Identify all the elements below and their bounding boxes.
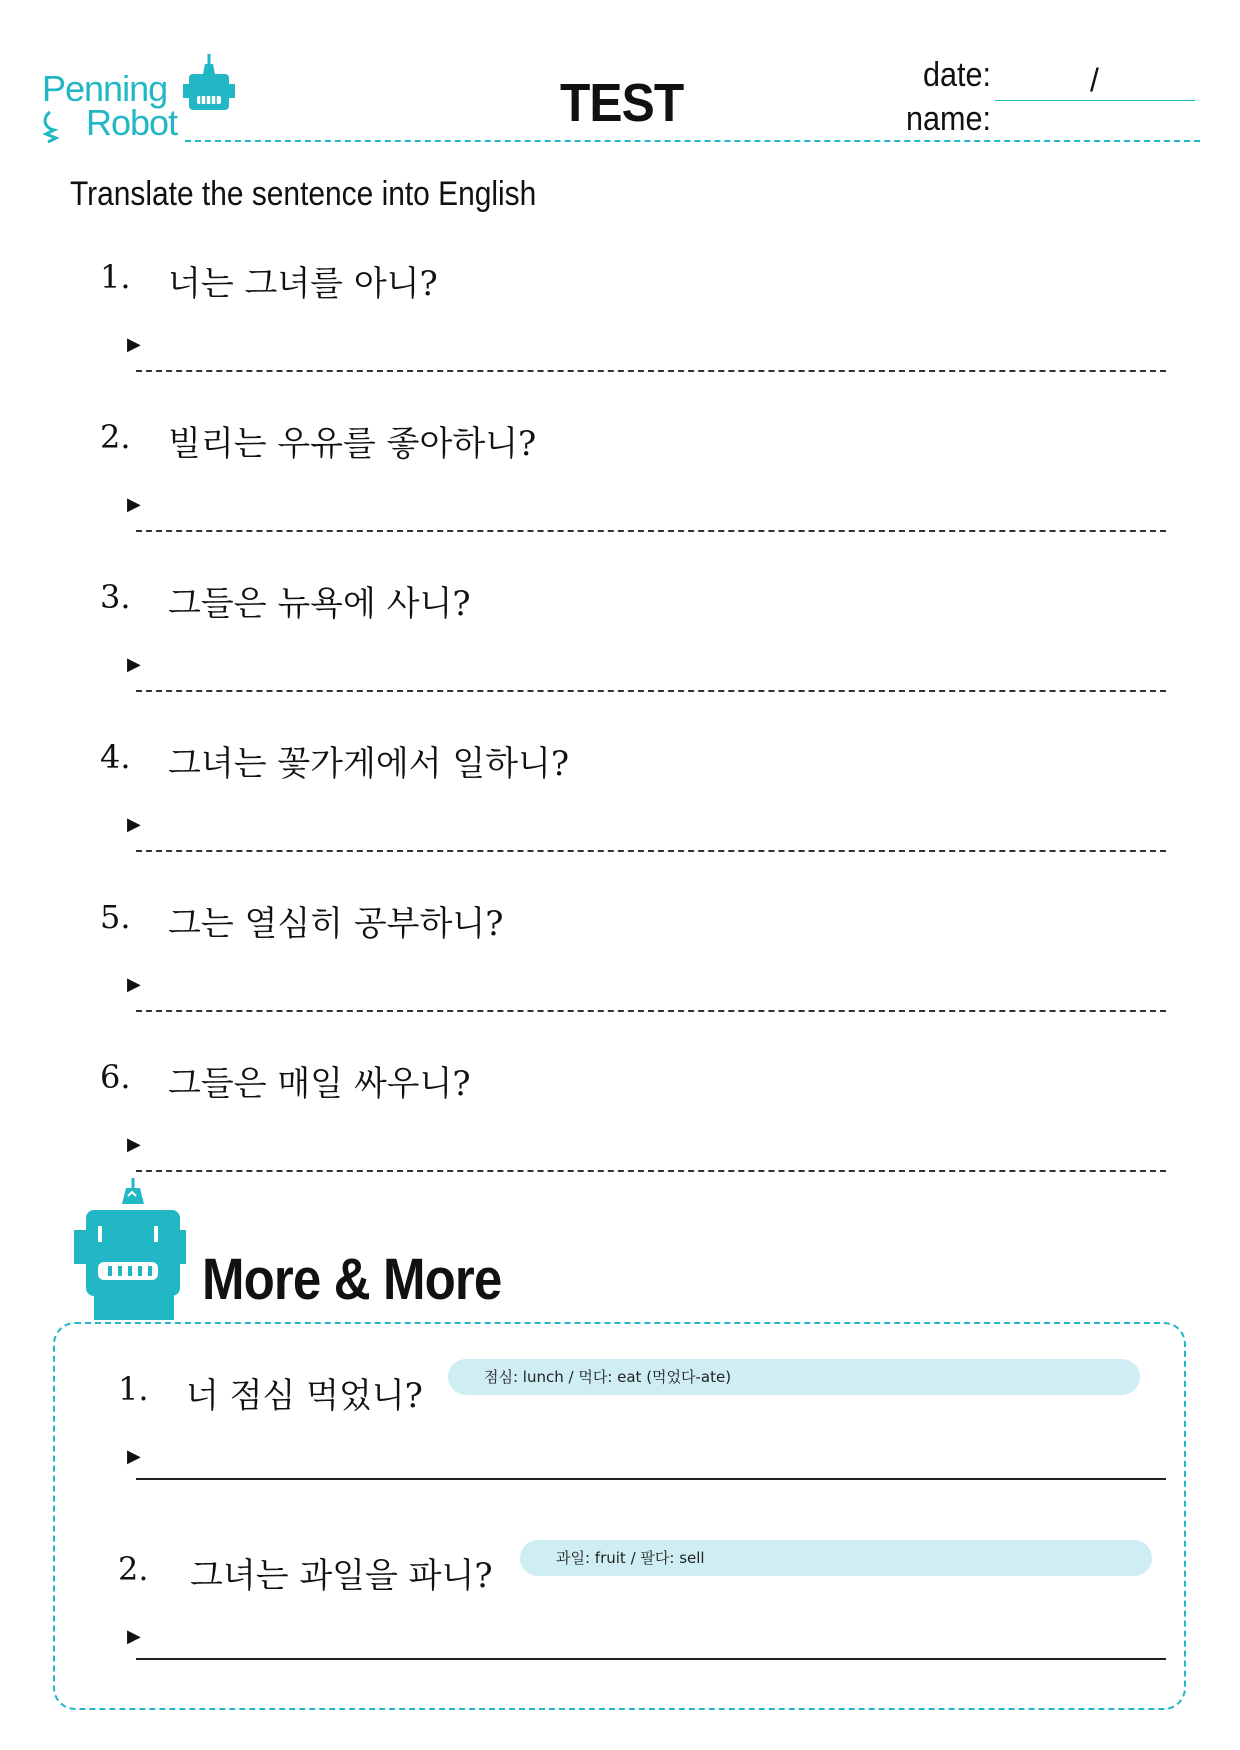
arrow-right-icon: ▶ <box>127 1446 141 1467</box>
question-text: 빌리는 우유를 좋아하니? <box>168 424 537 464</box>
answer-line[interactable] <box>136 1170 1166 1172</box>
answer-line[interactable] <box>136 530 1166 532</box>
brand-logo <box>38 50 238 145</box>
answer-line[interactable] <box>136 1658 1166 1660</box>
question-text: 그들은 뉴욕에 사니? <box>168 584 471 624</box>
name-label: name: <box>905 100 991 138</box>
question-number: 4. <box>100 738 131 776</box>
question-text: 그들은 매일 싸우니? <box>168 1064 471 1104</box>
question-number: 2. <box>100 418 131 456</box>
logo-swirl-icon <box>38 110 78 144</box>
arrow-right-icon: ▶ <box>127 1134 141 1155</box>
instruction-text: Translate the sentence into English <box>70 175 537 213</box>
question-text: 그는 열심히 공부하니? <box>168 904 504 944</box>
vocab-hint: 점심: lunch / 먹다: eat (먹었다-ate) <box>448 1359 1140 1395</box>
date-label: date: <box>922 56 991 94</box>
arrow-right-icon: ▶ <box>127 1626 141 1647</box>
question-text: 그녀는 꽃가게에서 일하니? <box>168 744 570 784</box>
robot-mascot-icon <box>74 1178 186 1320</box>
section-title: More & More <box>202 1247 502 1312</box>
question-text: 너는 그녀를 아니? <box>168 264 438 304</box>
question-text: 그녀는 과일을 파니? <box>190 1556 493 1596</box>
answer-line[interactable] <box>136 1010 1166 1012</box>
arrow-right-icon: ▶ <box>127 814 141 835</box>
question-number: 6. <box>100 1058 131 1096</box>
arrow-right-icon: ▶ <box>127 974 141 995</box>
question-number: 3. <box>100 578 131 616</box>
page-title: TEST <box>560 73 684 133</box>
arrow-right-icon: ▶ <box>127 334 141 355</box>
vocab-hint: 과일: fruit / 팔다: sell <box>520 1540 1152 1576</box>
question-number: 1. <box>118 1370 149 1408</box>
question-number: 2. <box>118 1550 149 1588</box>
arrow-right-icon: ▶ <box>127 494 141 515</box>
logo-word-robot: Robot <box>86 102 178 143</box>
answer-line[interactable] <box>136 1478 1166 1480</box>
question-number: 1. <box>100 258 131 296</box>
question-number: 5. <box>100 898 131 936</box>
answer-line[interactable] <box>136 690 1166 692</box>
question-text: 너 점심 먹었니? <box>186 1376 423 1416</box>
answer-line[interactable] <box>136 370 1166 372</box>
answer-line[interactable] <box>136 850 1166 852</box>
date-separator: / <box>1090 62 1099 98</box>
header-divider <box>185 140 1200 142</box>
date-field-line[interactable] <box>995 100 1195 101</box>
robot-logo-icon <box>183 54 235 120</box>
logo-word-penning: Penning <box>42 68 168 109</box>
arrow-right-icon: ▶ <box>127 654 141 675</box>
